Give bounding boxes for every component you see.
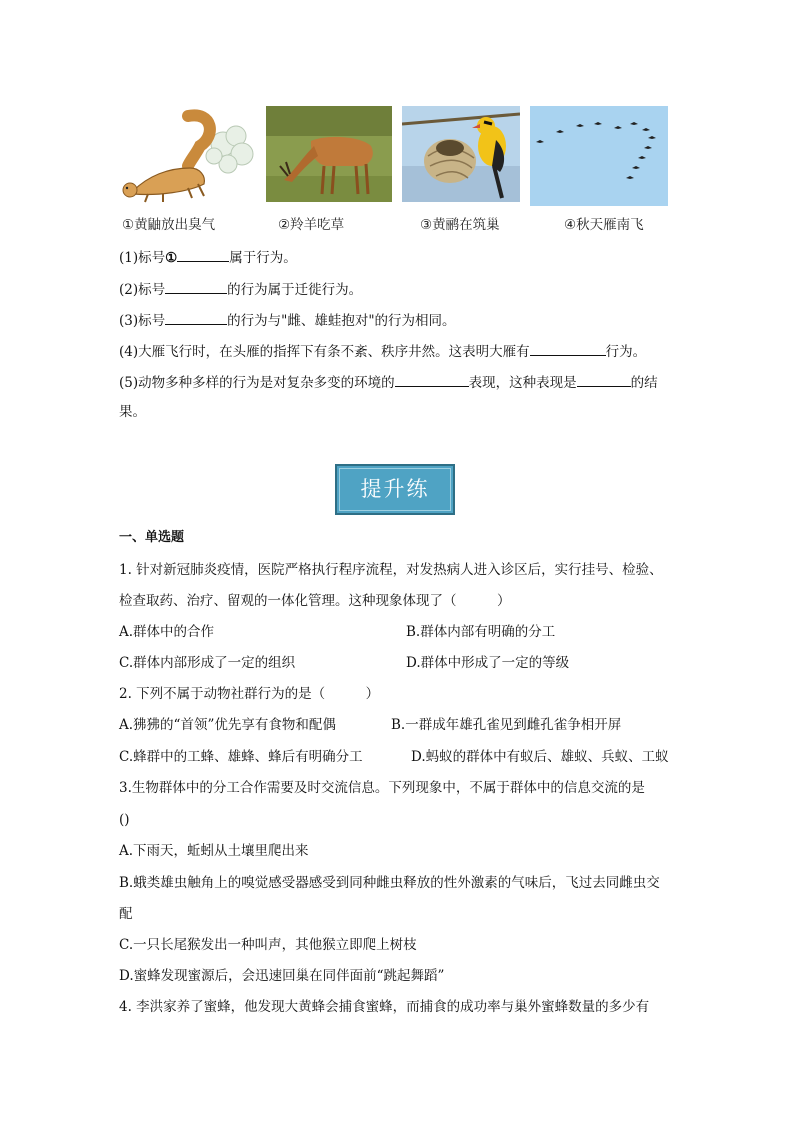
section-title: 一、单选题 xyxy=(119,530,185,545)
photo-caption-4: ④秋天雁南飞 xyxy=(564,217,644,233)
oriole-photo xyxy=(402,106,520,202)
q1-option-b[interactable]: B.群体内部有明确的分工 xyxy=(406,624,556,640)
answer-blank[interactable] xyxy=(165,311,227,325)
antelope-photo xyxy=(266,106,392,202)
q1-option-c[interactable]: C.群体内部形成了一定的组织 xyxy=(119,655,296,671)
photo-caption-3: ③黄鹂在筑巢 xyxy=(420,217,500,233)
section-banner: 提升练 xyxy=(335,464,455,515)
weasel-illustration xyxy=(118,106,258,206)
question-1-stem: 1. 针对新冠肺炎疫情，医院严格执行程序流程，对发热病人进入诊区后，实行挂号、检验、 xyxy=(119,562,663,578)
q1-option-a[interactable]: A.群体中的合作 xyxy=(119,624,215,640)
answer-blank[interactable] xyxy=(177,248,229,262)
fill-question-4: (4)大雁飞行时，在头雁的指挥下有条不紊、秩序井然。这表明大雁有 行为。 xyxy=(119,344,647,360)
answer-blank[interactable] xyxy=(395,373,469,387)
question-1-stem-cont: 检查取药、治疗、留观的一体化管理。这种现象体现了（ ） xyxy=(119,593,511,609)
answer-blank[interactable] xyxy=(165,280,227,294)
q2-option-b[interactable]: B.一群成年雄孔雀见到雌孔雀争相开屏 xyxy=(391,717,622,733)
question-3-stem-cont: () xyxy=(119,812,130,828)
answer-blank[interactable] xyxy=(530,342,606,356)
fill-question-3: (3)标号 的行为与"雌、雄蛙抱对"的行为相同。 xyxy=(119,313,456,329)
fill-question-5: (5)动物多种多样的行为是对复杂多变的环境的 表现，这种表现是 的结 xyxy=(119,375,658,391)
q3-option-b[interactable]: B.蛾类雄虫触角上的嗅觉感受器感受到同种雌虫释放的性外激素的气味后，飞过去同雌虫交 xyxy=(119,875,660,891)
q2-option-c[interactable]: C.蜂群中的工蜂、雄蜂、蜂后有明确分工 xyxy=(119,749,363,765)
q1-option-d[interactable]: D.群体中形成了一定的等级 xyxy=(406,655,570,671)
q3-option-d[interactable]: D.蜜蜂发现蜜源后，会迅速回巢在同伴面前“跳起舞蹈” xyxy=(119,968,445,984)
q3-option-b-cont: 配 xyxy=(119,906,133,922)
q3-option-a[interactable]: A.下雨天，蚯蚓从土壤里爬出来 xyxy=(119,843,309,859)
geese-photo xyxy=(530,106,668,206)
photo-strip xyxy=(118,106,673,236)
question-2-stem: 2. 下列不属于动物社群行为的是（ ） xyxy=(119,686,380,702)
question-4-stem: 4. 李洪家养了蜜蜂，他发现大黄蜂会捕食蜜蜂，而捕食的成功率与巢外蜜蜂数量的多少有 xyxy=(119,999,650,1015)
question-3-stem: 3.生物群体中的分工合作需要及时交流信息。下列现象中，不属于群体中的信息交流的是 xyxy=(119,780,645,796)
answer-blank[interactable] xyxy=(577,373,631,387)
photo-caption-2: ②羚羊吃草 xyxy=(278,217,345,233)
photo-caption-1: ①黄鼬放出臭气 xyxy=(122,217,216,233)
q2-option-d[interactable]: D.蚂蚁的群体中有蚁后、雄蚁、兵蚁、工蚁 xyxy=(411,749,669,765)
fill-question-1: (1)标号① 属于行为。 xyxy=(119,250,297,266)
fill-question-2: (2)标号 的行为属于迁徙行为。 xyxy=(119,282,363,298)
q2-option-a[interactable]: A.狒狒的“首领”优先享有食物和配偶 xyxy=(119,717,336,733)
fill-question-5-cont: 果。 xyxy=(119,404,146,420)
q3-option-c[interactable]: C.一只长尾猴发出一种叫声，其他猴立即爬上树枝 xyxy=(119,937,417,953)
